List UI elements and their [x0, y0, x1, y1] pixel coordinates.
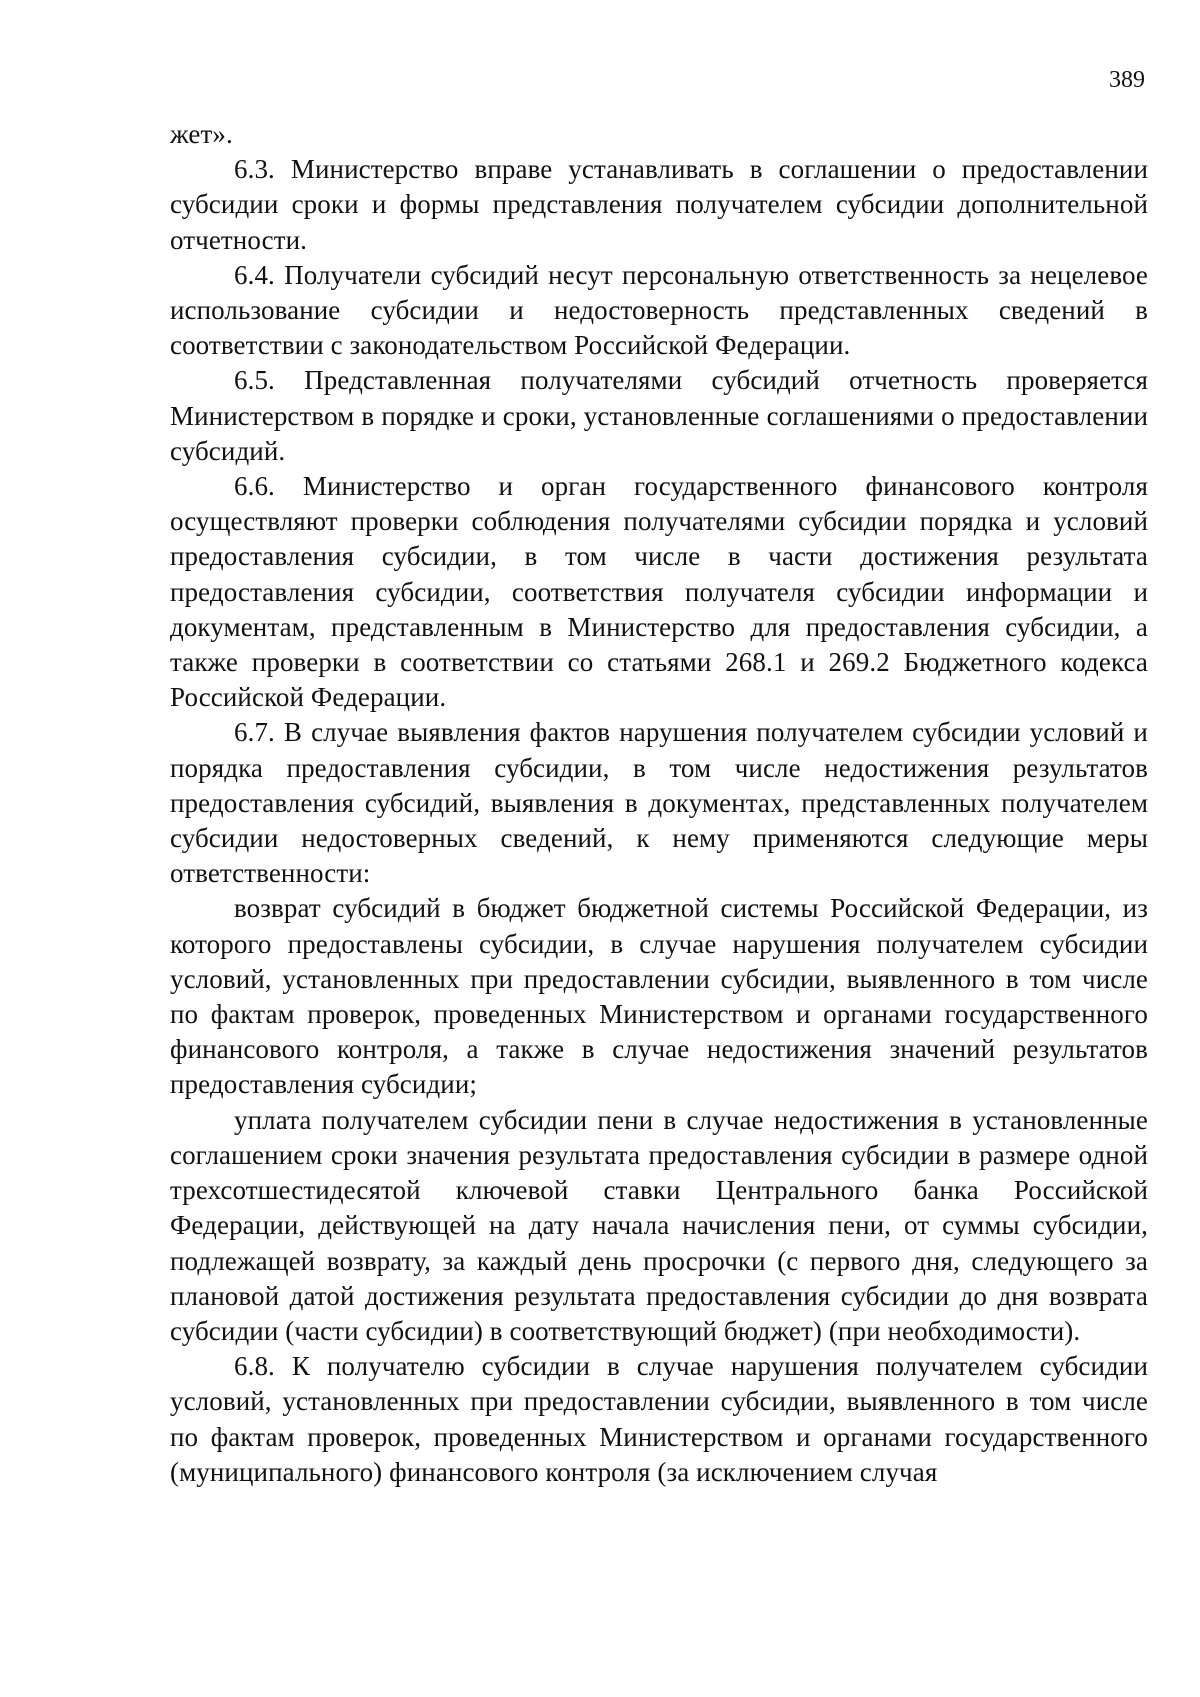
paragraph-6-5: 6.5. Представленная получателями субсидий отчетность проверяется Министерством в порядке и сроки, установленные соглашениями о предоставлении субсидий. [170, 365, 1148, 466]
paragraph-6-7: 6.7. В случае выявления фактов нарушения получателем субсидии условий и порядка предоставления субсидии, в том числе недостижения результатов предоставления субсидий, выявления в документах, представленных получателем субсидии недостоверных сведений, к нему применяются следующие меры ответственности: [170, 717, 1148, 889]
paragraph-continuation: жет». [170, 119, 233, 149]
paragraph-6-8: 6.8. К получателю субсидии в случае нарушения получателем субсидии условий, установленных при предоставлении субсидии, выявленного в том числе по фактам проверок, проведенных Министерством и органами государственного (муниципального) финансового контроля (за исключением случая [170, 1351, 1148, 1487]
paragraph-6-6: 6.6. Министерство и орган государственного финансового контроля осуществляют проверки соблюдения получателями субсидии порядка и условий предоставления субсидии, в том числе в части достижения результата предоставления субсидии, соответствия получателя субсидии информации и документам, представленным в Министерство для предоставления субсидии, а также проверки в соответствии со статьями 268.1 и 269.2 Бюджетного кодекса Российской Федерации. [170, 471, 1148, 713]
document-body [170, 117, 1148, 1490]
paragraph-6-4: 6.4. Получатели субсидий несут персональную ответственность за нецелевое использование субсидии и недостоверность представленных сведений в соответствии с законодательством Российской Федерации. [170, 259, 1148, 361]
paragraph-6-7-measure-refund: возврат субсидий в бюджет бюджетной системы Российской Федерации, из которого предоставлены субсидии, в случае нарушения получателем субсидии условий, установленных при предоставлении субсидии, выявленного в том числе по фактам проверок, проведенных Министерством и органами государственного финансового контроля, а также в случае недостижения значений результатов предоставления субсидии; [170, 893, 1148, 1100]
paragraph-6-7-measure-penalty: уплата получателем субсидии пени в случае недостижения в установленные соглашением сроки значения результата предоставления субсидии в размере одной трехсотшестидесятой ключевой ставки Центрального банка Российской Федерации, действующей на дату начала начисления пени, от суммы субсидии, подлежащей возврату, за каждый день просрочки (с первого дня, следующего за плановой датой достижения результата предоставления субсидии до дня возврата субсидии (части субсидии) в соответствующий бюджет) (при необходимости). [170, 1104, 1148, 1346]
paragraph-6-3: 6.3. Министерство вправе устанавливать в соглашении о предоставлении субсидии сроки и формы представления получателем субсидии дополнительной отчетности. [170, 154, 1148, 255]
page-number: 389 [1109, 67, 1145, 93]
